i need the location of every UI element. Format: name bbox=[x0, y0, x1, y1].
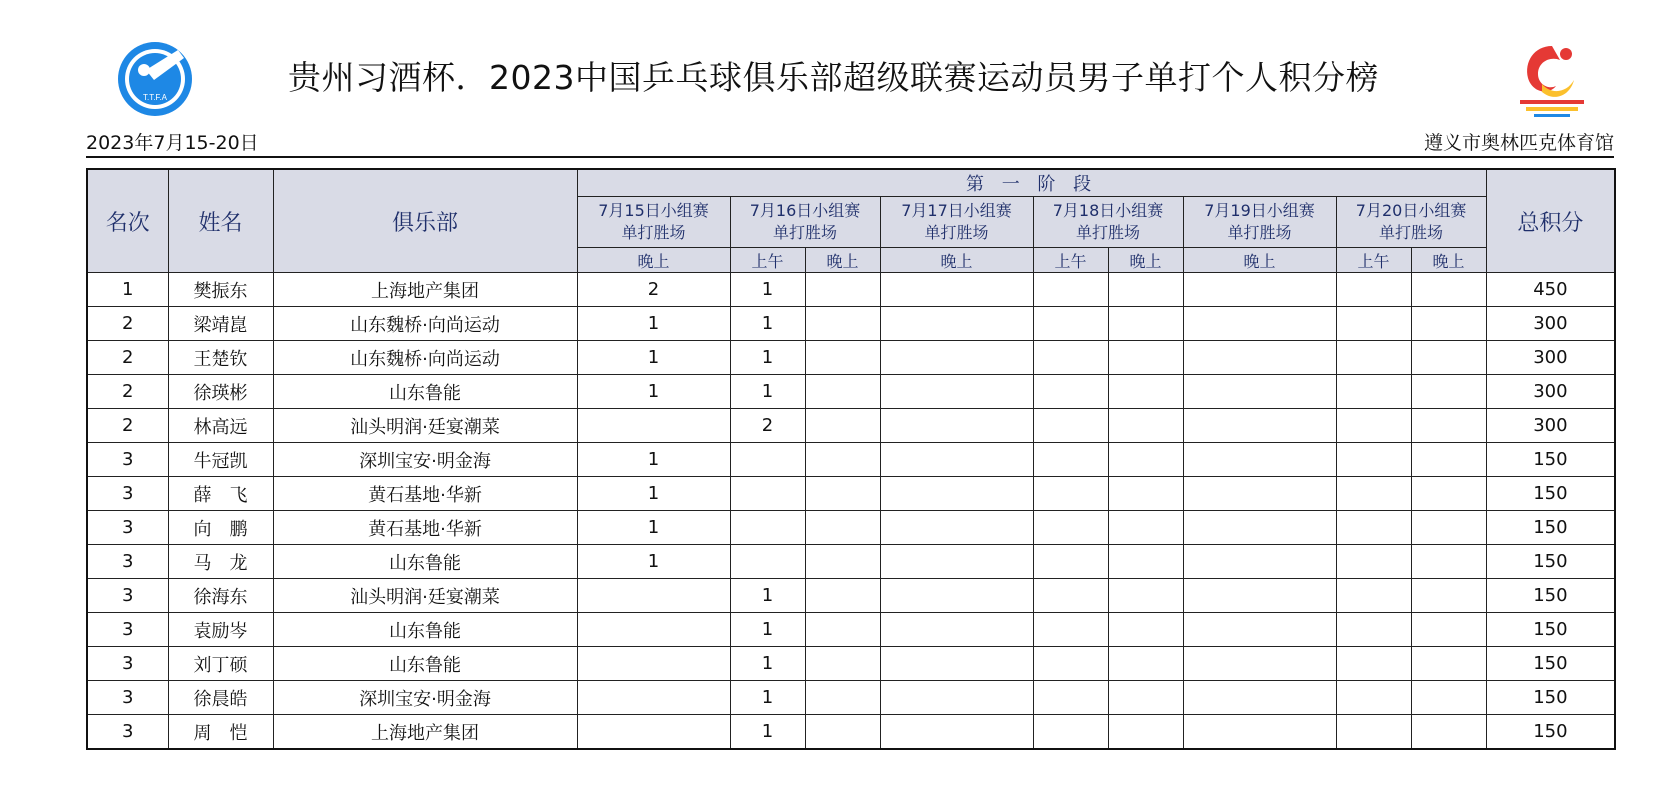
player-name-cell: 王楚钦 bbox=[168, 341, 273, 375]
wins-cell bbox=[1108, 443, 1183, 477]
rank-cell: 3 bbox=[87, 545, 168, 579]
rank-cell: 3 bbox=[87, 477, 168, 511]
club-cell: 上海地产集团 bbox=[273, 715, 577, 750]
wins-cell bbox=[577, 409, 730, 443]
wins-cell: 1 bbox=[577, 511, 730, 545]
wins-cell bbox=[1108, 715, 1183, 750]
wins-cell bbox=[1033, 613, 1108, 647]
wins-cell bbox=[805, 273, 880, 307]
rank-cell: 2 bbox=[87, 375, 168, 409]
wins-cell bbox=[805, 579, 880, 613]
wins-cell: 1 bbox=[577, 477, 730, 511]
club-cell: 深圳宝安·明金海 bbox=[273, 681, 577, 715]
header-session: 晚上 bbox=[880, 248, 1033, 273]
rank-cell: 3 bbox=[87, 579, 168, 613]
player-name-cell: 徐海东 bbox=[168, 579, 273, 613]
wins-cell bbox=[1183, 375, 1336, 409]
wins-cell bbox=[880, 409, 1033, 443]
wins-cell bbox=[1033, 375, 1108, 409]
header-session: 上午 bbox=[1033, 248, 1108, 273]
total-points-cell: 150 bbox=[1486, 545, 1615, 579]
wins-cell bbox=[1336, 715, 1411, 750]
wins-cell bbox=[1033, 715, 1108, 750]
wins-cell bbox=[880, 681, 1033, 715]
wins-cell bbox=[1183, 511, 1336, 545]
wins-cell: 1 bbox=[730, 579, 805, 613]
wins-cell bbox=[880, 511, 1033, 545]
wins-cell bbox=[577, 613, 730, 647]
wins-cell bbox=[805, 715, 880, 750]
wins-cell bbox=[1108, 647, 1183, 681]
total-points-cell: 150 bbox=[1486, 579, 1615, 613]
wins-cell bbox=[1108, 409, 1183, 443]
wins-cell bbox=[1183, 681, 1336, 715]
total-points-cell: 300 bbox=[1486, 341, 1615, 375]
total-points-cell: 300 bbox=[1486, 375, 1615, 409]
total-points-cell: 300 bbox=[1486, 307, 1615, 341]
wins-cell bbox=[880, 273, 1033, 307]
wins-cell bbox=[1411, 409, 1486, 443]
wins-cell bbox=[1183, 409, 1336, 443]
header-stage: 第 一 阶 段 bbox=[577, 169, 1486, 197]
rank-cell: 2 bbox=[87, 341, 168, 375]
header-session: 晚上 bbox=[1411, 248, 1486, 273]
wins-cell bbox=[880, 715, 1033, 750]
wins-cell bbox=[1108, 477, 1183, 511]
wins-cell: 1 bbox=[730, 613, 805, 647]
wins-cell bbox=[880, 341, 1033, 375]
wins-cell: 1 bbox=[577, 443, 730, 477]
event-venue: 遵义市奥林匹克体育馆 bbox=[1423, 132, 1614, 154]
wins-cell: 1 bbox=[730, 307, 805, 341]
player-name-cell: 马 龙 bbox=[168, 545, 273, 579]
wins-cell bbox=[577, 647, 730, 681]
wins-cell bbox=[1033, 273, 1108, 307]
rank-cell: 3 bbox=[87, 647, 168, 681]
player-name-cell: 向 鹏 bbox=[168, 511, 273, 545]
standings-body bbox=[87, 273, 1615, 750]
wins-cell bbox=[1411, 273, 1486, 307]
total-points-cell: 150 bbox=[1486, 613, 1615, 647]
wins-cell bbox=[1033, 511, 1108, 545]
wins-cell: 1 bbox=[730, 647, 805, 681]
header-day-0717: 7月17日小组赛 单打胜场 bbox=[880, 197, 1033, 248]
total-points-cell: 150 bbox=[1486, 647, 1615, 681]
rank-cell: 2 bbox=[87, 307, 168, 341]
wins-cell bbox=[1183, 341, 1336, 375]
wins-cell bbox=[805, 307, 880, 341]
wins-cell bbox=[1033, 443, 1108, 477]
wins-cell bbox=[1033, 545, 1108, 579]
wins-cell bbox=[1411, 681, 1486, 715]
wins-cell bbox=[1033, 579, 1108, 613]
wins-cell bbox=[1411, 613, 1486, 647]
club-cell: 山东鲁能 bbox=[273, 613, 577, 647]
wins-cell bbox=[1411, 579, 1486, 613]
wins-cell bbox=[1336, 613, 1411, 647]
wins-cell bbox=[880, 579, 1033, 613]
player-name-cell: 袁励岑 bbox=[168, 613, 273, 647]
wins-cell bbox=[1336, 375, 1411, 409]
player-name-cell: 刘丁硕 bbox=[168, 647, 273, 681]
header-day-0720: 7月20日小组赛 单打胜场 bbox=[1336, 197, 1486, 248]
wins-cell bbox=[805, 477, 880, 511]
rank-cell: 3 bbox=[87, 443, 168, 477]
wins-cell bbox=[1411, 715, 1486, 750]
club-cell: 上海地产集团 bbox=[273, 273, 577, 307]
club-cell: 汕头明润·廷宴潮菜 bbox=[273, 409, 577, 443]
wins-cell bbox=[1336, 341, 1411, 375]
club-cell: 山东魏桥·向尚运动 bbox=[273, 307, 577, 341]
wins-cell bbox=[1336, 443, 1411, 477]
wins-cell bbox=[1183, 579, 1336, 613]
table-row bbox=[87, 545, 1615, 579]
total-points-cell: 150 bbox=[1486, 715, 1615, 750]
player-name-cell: 薛 飞 bbox=[168, 477, 273, 511]
total-points-cell: 150 bbox=[1486, 477, 1615, 511]
table-row bbox=[87, 579, 1615, 613]
wins-cell bbox=[880, 443, 1033, 477]
wins-cell bbox=[1108, 511, 1183, 545]
total-points-cell: 450 bbox=[1486, 273, 1615, 307]
total-points-cell: 150 bbox=[1486, 443, 1615, 477]
wins-cell: 1 bbox=[730, 715, 805, 750]
wins-cell bbox=[1336, 409, 1411, 443]
table-row bbox=[87, 307, 1615, 341]
wins-cell: 1 bbox=[730, 375, 805, 409]
wins-cell bbox=[1183, 613, 1336, 647]
club-cell: 山东鲁能 bbox=[273, 647, 577, 681]
svg-text:T.T.F.A: T.T.F.A bbox=[142, 93, 168, 102]
wins-cell bbox=[1411, 647, 1486, 681]
wins-cell bbox=[880, 477, 1033, 511]
total-points-cell: 150 bbox=[1486, 681, 1615, 715]
header-rank: 名次 bbox=[87, 169, 168, 273]
wins-cell bbox=[1183, 477, 1336, 511]
wins-cell bbox=[1033, 307, 1108, 341]
wins-cell bbox=[1108, 375, 1183, 409]
wins-cell: 2 bbox=[577, 273, 730, 307]
wins-cell bbox=[1336, 307, 1411, 341]
rank-cell: 3 bbox=[87, 613, 168, 647]
wins-cell bbox=[1411, 443, 1486, 477]
wins-cell: 1 bbox=[577, 307, 730, 341]
table-row bbox=[87, 341, 1615, 375]
rank-cell: 3 bbox=[87, 715, 168, 750]
wins-cell bbox=[1108, 579, 1183, 613]
club-cell: 山东鲁能 bbox=[273, 375, 577, 409]
wins-cell bbox=[730, 443, 805, 477]
wins-cell bbox=[1183, 647, 1336, 681]
wins-cell bbox=[730, 511, 805, 545]
wins-cell bbox=[880, 307, 1033, 341]
rank-cell: 3 bbox=[87, 511, 168, 545]
wins-cell bbox=[1336, 681, 1411, 715]
header-day-0716: 7月16日小组赛 单打胜场 bbox=[730, 197, 880, 248]
header-day-0719: 7月19日小组赛 单打胜场 bbox=[1183, 197, 1336, 248]
table-row bbox=[87, 375, 1615, 409]
header-day-0715: 7月15日小组赛 单打胜场 bbox=[577, 197, 730, 248]
wins-cell bbox=[1033, 647, 1108, 681]
wins-cell bbox=[805, 511, 880, 545]
wins-cell bbox=[1336, 579, 1411, 613]
wins-cell bbox=[577, 579, 730, 613]
wins-cell bbox=[880, 613, 1033, 647]
header-name: 姓名 bbox=[168, 169, 273, 273]
wins-cell: 1 bbox=[730, 273, 805, 307]
wins-cell bbox=[805, 409, 880, 443]
wins-cell bbox=[880, 375, 1033, 409]
wins-cell bbox=[805, 613, 880, 647]
wins-cell bbox=[805, 443, 880, 477]
table-row bbox=[87, 273, 1615, 307]
wins-cell bbox=[1183, 443, 1336, 477]
wins-cell bbox=[1108, 681, 1183, 715]
wins-cell: 1 bbox=[730, 341, 805, 375]
player-name-cell: 樊振东 bbox=[168, 273, 273, 307]
header-session: 晚上 bbox=[1108, 248, 1183, 273]
club-cell: 深圳宝安·明金海 bbox=[273, 443, 577, 477]
wins-cell bbox=[1411, 341, 1486, 375]
total-points-cell: 150 bbox=[1486, 511, 1615, 545]
wins-cell bbox=[805, 375, 880, 409]
wins-cell bbox=[1336, 273, 1411, 307]
table-row bbox=[87, 477, 1615, 511]
header-day-0718: 7月18日小组赛 单打胜场 bbox=[1033, 197, 1183, 248]
table-row bbox=[87, 409, 1615, 443]
table-row bbox=[87, 443, 1615, 477]
club-cell: 山东鲁能 bbox=[273, 545, 577, 579]
table-row bbox=[87, 511, 1615, 545]
wins-cell bbox=[1033, 409, 1108, 443]
table-row bbox=[87, 613, 1615, 647]
wins-cell bbox=[1411, 511, 1486, 545]
event-date: 2023年7月15-20日 bbox=[86, 132, 259, 154]
rank-cell: 2 bbox=[87, 409, 168, 443]
club-cell: 山东魏桥·向尚运动 bbox=[273, 341, 577, 375]
player-name-cell: 徐瑛彬 bbox=[168, 375, 273, 409]
wins-cell bbox=[1033, 477, 1108, 511]
wins-cell bbox=[1411, 307, 1486, 341]
wins-cell bbox=[1108, 307, 1183, 341]
table-row bbox=[87, 715, 1615, 750]
wins-cell bbox=[1108, 613, 1183, 647]
wins-cell bbox=[1411, 545, 1486, 579]
header-club: 俱乐部 bbox=[273, 169, 577, 273]
wins-cell bbox=[1183, 307, 1336, 341]
page-title: 贵州习酒杯．2023中国乒乓球俱乐部超级联赛运动员男子单打个人积分榜 bbox=[288, 58, 1379, 97]
header-session: 晚上 bbox=[1183, 248, 1336, 273]
header-divider bbox=[86, 156, 1614, 158]
wins-cell bbox=[1183, 273, 1336, 307]
wins-cell bbox=[1411, 375, 1486, 409]
wins-cell bbox=[577, 681, 730, 715]
wins-cell bbox=[1183, 715, 1336, 750]
rank-cell: 1 bbox=[87, 273, 168, 307]
player-name-cell: 梁靖崑 bbox=[168, 307, 273, 341]
table-row bbox=[87, 681, 1615, 715]
header-session: 上午 bbox=[730, 248, 805, 273]
club-cell: 黄石基地·华新 bbox=[273, 511, 577, 545]
wins-cell bbox=[1108, 545, 1183, 579]
wins-cell bbox=[1033, 681, 1108, 715]
player-name-cell: 徐晨皓 bbox=[168, 681, 273, 715]
wins-cell bbox=[805, 341, 880, 375]
wins-cell bbox=[805, 681, 880, 715]
wins-cell: 1 bbox=[577, 545, 730, 579]
player-name-cell: 牛冠凯 bbox=[168, 443, 273, 477]
standings-table bbox=[86, 168, 1616, 750]
club-cell: 黄石基地·华新 bbox=[273, 477, 577, 511]
header-session: 上午 bbox=[1336, 248, 1411, 273]
wins-cell bbox=[1336, 511, 1411, 545]
wins-cell bbox=[805, 545, 880, 579]
header-session: 晚上 bbox=[805, 248, 880, 273]
player-name-cell: 林高远 bbox=[168, 409, 273, 443]
wins-cell bbox=[1336, 545, 1411, 579]
wins-cell bbox=[730, 477, 805, 511]
wins-cell: 1 bbox=[730, 681, 805, 715]
wins-cell bbox=[577, 715, 730, 750]
wins-cell bbox=[805, 647, 880, 681]
total-points-cell: 300 bbox=[1486, 409, 1615, 443]
wins-cell bbox=[1411, 477, 1486, 511]
header-total: 总积分 bbox=[1486, 169, 1615, 273]
wins-cell bbox=[1336, 477, 1411, 511]
wins-cell: 1 bbox=[577, 375, 730, 409]
wins-cell bbox=[1336, 647, 1411, 681]
wins-cell bbox=[1183, 545, 1336, 579]
wins-cell bbox=[880, 545, 1033, 579]
wins-cell bbox=[1033, 341, 1108, 375]
club-cell: 汕头明润·廷宴潮菜 bbox=[273, 579, 577, 613]
table-row bbox=[87, 647, 1615, 681]
player-name-cell: 周 恺 bbox=[168, 715, 273, 750]
wins-cell: 2 bbox=[730, 409, 805, 443]
wins-cell bbox=[1108, 341, 1183, 375]
header-session: 晚上 bbox=[577, 248, 730, 273]
wins-cell: 1 bbox=[577, 341, 730, 375]
rank-cell: 3 bbox=[87, 681, 168, 715]
wins-cell bbox=[1108, 273, 1183, 307]
wins-cell bbox=[730, 545, 805, 579]
wins-cell bbox=[880, 647, 1033, 681]
